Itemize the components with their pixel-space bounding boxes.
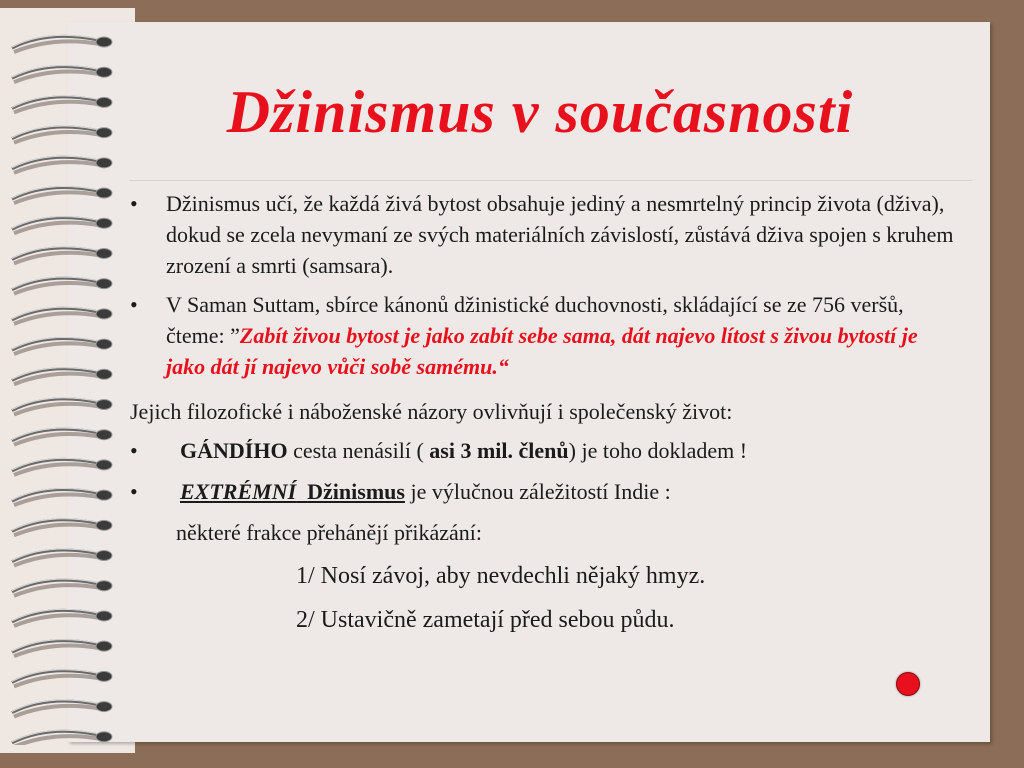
spiral-ring [12, 640, 112, 657]
jainism-label: Džinismus [307, 479, 405, 504]
bullet-icon: • [130, 191, 138, 216]
spiral-ring [12, 156, 112, 173]
spiral-ring [12, 670, 112, 687]
spiral-ring [12, 730, 112, 745]
sub-line: některé frakce přehánějí přikázání: [176, 520, 482, 545]
spiral-ring [12, 549, 112, 566]
spiral-ring [12, 338, 112, 355]
title-divider [130, 180, 972, 181]
spiral-ring [12, 66, 112, 83]
spiral-ring [12, 428, 112, 445]
spiral-ring [12, 700, 112, 717]
members-count: asi 3 mil. členů [429, 438, 569, 463]
extreme-label: EXTRÉMNÍ Džinismus [180, 479, 405, 504]
spiral-binding [8, 20, 118, 745]
spiral-ring [12, 35, 112, 52]
point-3-text-a: cesta nenásilí ( [287, 438, 430, 463]
spiral-ring [12, 126, 112, 143]
bullet-icon: • [130, 438, 138, 463]
gandhi-label: GÁNDÍHO [180, 438, 288, 463]
bullet-point-4 [130, 476, 960, 507]
bullet-icon: • [130, 292, 138, 317]
point-1-text: Džinismus učí, že každá živá bytost obsahuje jediný a nesmrtelný princip života (dživa), dokud se zcela nevymaní ze svých materiálních závislostí, zůstává dživa spojen s kruhem zrození a smrti (samsara). [166, 191, 954, 278]
spiral-ring [12, 489, 112, 506]
red-dot-button[interactable] [896, 672, 920, 696]
spiral-ring [12, 96, 112, 113]
spiral-ring [12, 277, 112, 294]
bullet-point-1 [130, 188, 960, 281]
bullet-icon: • [130, 479, 138, 504]
point-3-text-b: ) je toho dokladem ! [568, 438, 748, 463]
point-4-text: je výlučnou záležitostí Indie : [404, 479, 671, 504]
spiral-ring [12, 186, 112, 203]
spiral-ring [12, 609, 112, 626]
bullet-point-2 [130, 289, 960, 382]
spiral-ring [12, 398, 112, 415]
point-2-quote: Zabít živou bytost je jako zabít sebe sama, dát najevo lítost s živou bytostí je jako dát jí najevo vůči sobě samému.“ [166, 323, 918, 379]
point-2-text: V Saman Suttam, sbírce kánonů džinistické duchovnosti, skládající se ze 756 veršů, čteme: ” [166, 292, 904, 348]
spiral-ring [12, 519, 112, 536]
spiral-ring [12, 217, 112, 234]
spiral-ring [12, 247, 112, 264]
spiral-ring [12, 579, 112, 596]
rule-1: 1/ Nosí závoj, aby nevdechli nějaký hmyz. [296, 563, 706, 589]
spiral-ring [12, 368, 112, 385]
spiral-ring [12, 307, 112, 324]
slide-title: Džinismus v současnosti [226, 79, 854, 145]
spiral-ring [12, 458, 112, 475]
bullet-point-3 [130, 435, 960, 466]
rule-2: 2/ Ustavičně zametají před sebou půdu. [296, 607, 675, 633]
intro-line: Jejich filozofické i náboženské názory ovlivňují i společenský život: [130, 399, 733, 424]
slide-content [130, 188, 960, 646]
